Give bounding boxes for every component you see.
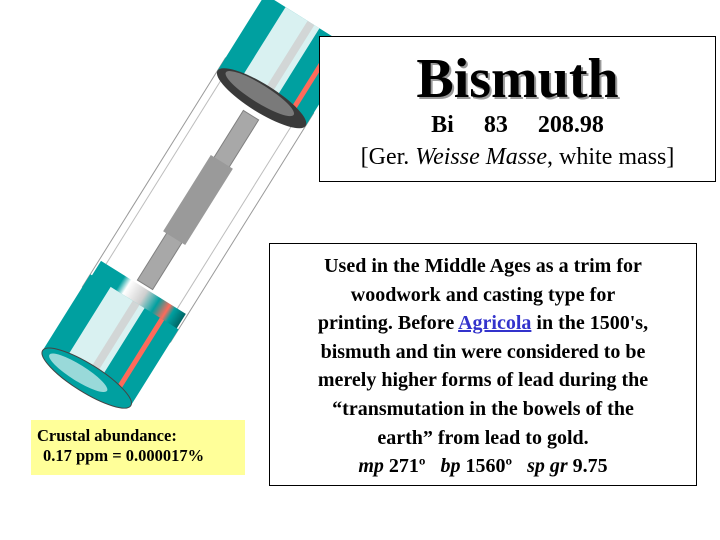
melting-point-label: mp — [358, 455, 384, 478]
description-line: merely higher forms of lead during the — [317, 369, 649, 392]
etymology-term: Weisse Masse — [415, 143, 548, 170]
etymology: [Ger. Weisse Masse, white mass] — [360, 143, 675, 170]
element-title-card — [319, 36, 716, 182]
element-name: Bismuth — [416, 48, 619, 110]
physical-properties — [270, 452, 696, 481]
description-line: printing. Before Agricola in the 1500's, — [317, 312, 649, 335]
melting-point-value: 271º — [383, 455, 426, 478]
abundance-value: 0.17 ppm = 0.000017% — [43, 446, 205, 465]
specific-gravity-value: 9.75 — [567, 455, 608, 478]
boiling-point-label: bp — [440, 455, 461, 478]
description-line: Used in the Middle Ages as a trim for — [324, 255, 642, 277]
element-symbol: Bi — [431, 112, 454, 138]
crustal-abundance-note — [31, 420, 245, 475]
description-card — [269, 243, 697, 486]
specific-gravity-label: sp gr — [527, 455, 568, 478]
agricola-link[interactable]: Agricola — [458, 312, 532, 335]
description-line: “transmutation in the bowels of the — [332, 397, 634, 420]
description-line: earth” from lead to gold. — [377, 426, 589, 449]
description-line: woodwork and casting type for — [350, 283, 616, 306]
abundance-label: Crustal abundance: — [37, 426, 177, 445]
description-line: bismuth and tin were considered to be — [320, 340, 646, 363]
boiling-point-value: 1560º — [460, 455, 513, 478]
element-summary — [320, 111, 715, 140]
atomic-number: 83 — [483, 112, 508, 138]
atomic-mass: 208.98 — [537, 112, 604, 138]
